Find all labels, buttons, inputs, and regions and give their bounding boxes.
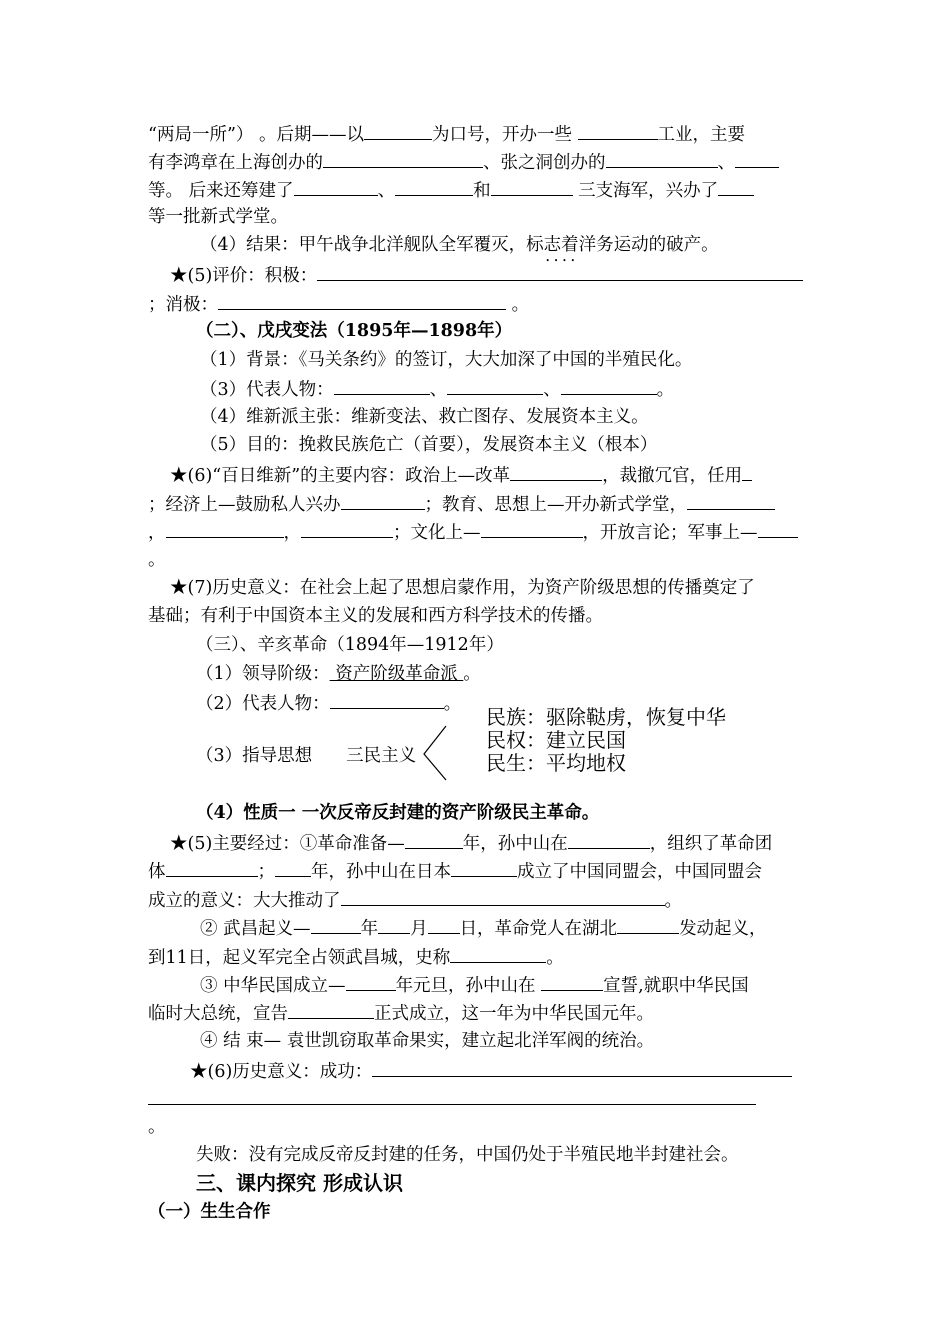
blank	[561, 377, 657, 395]
text-line: （3）代表人物： 、 、 。	[200, 377, 674, 401]
bracket-icon	[420, 724, 448, 782]
emphasis-dots: 志着洋务 • •	[544, 235, 614, 255]
blank	[378, 916, 410, 934]
blank	[578, 122, 658, 140]
text-line: ；经济上—鼓励私人兴办 ；教育、思想上—开办新式学堂，	[148, 492, 775, 516]
text-line: 基础；有利于中国资本主义的发展和西方科学技术的传播。	[148, 606, 603, 626]
blank	[718, 178, 754, 196]
text-line: ， ， ；文化上— ，开放言论；军事上—	[148, 520, 798, 544]
text-line: 临时大总统，宣告 正式成立，这一年为中华民国元年。	[148, 1001, 654, 1025]
blank	[541, 973, 603, 991]
blank	[372, 1059, 792, 1077]
blank	[447, 377, 543, 395]
text-line: ★(5)主要经过：①革命准备— 年，孙中山在 ，组织了革命团	[170, 831, 772, 855]
blank	[481, 520, 583, 538]
text-line: 等。 后来还筹建了 、 和 三支海军，兴办了	[148, 178, 754, 202]
text-line: （3）指导思想 三民主义	[196, 746, 417, 766]
text-line: 体 ； 年，孙中山在日本 成立了中国同盟会，中国同盟会	[148, 859, 762, 883]
blank	[758, 520, 798, 538]
text-line: “两局一所”） 。后期——以 为口号，开办一些 工业，主要	[148, 122, 745, 146]
blank	[450, 945, 546, 963]
section-heading: （一）生生合作	[148, 1202, 271, 1222]
text-line: 失败：没有完成反帝反封建的任务，中国仍处于半殖民地半封建社会。	[196, 1145, 739, 1165]
text-line: 等一批新式学堂。	[148, 207, 288, 227]
blank	[330, 691, 444, 709]
text-line: 。	[148, 550, 166, 570]
blank	[301, 520, 393, 538]
blank	[275, 859, 311, 877]
blank	[311, 916, 361, 934]
text-line: 有李鸿章在上海创办的 、张之洞创办的 、	[148, 150, 779, 174]
text-line: （4）结果：甲午战争北洋舰队全军覆灭，标志着洋务 • • 运动的破产。	[200, 234, 719, 256]
blank	[341, 888, 665, 906]
section-heading: （三）、辛亥革命（1894年—1912年）	[196, 635, 504, 655]
blank	[166, 859, 258, 877]
text-line: （4）维新派主张：维新变法、救亡图存、发展资本主义。	[200, 407, 649, 427]
text-line: 到11日，起义军完全占领武昌城，史称 。	[148, 945, 564, 969]
blank	[735, 150, 779, 168]
principle-nationalism: 民族：驱除鞑虏，恢复中华	[486, 705, 726, 729]
blank	[346, 973, 396, 991]
blank	[334, 377, 430, 395]
blank	[568, 831, 650, 849]
blank	[317, 263, 803, 281]
blank	[742, 463, 752, 481]
blank	[491, 178, 573, 196]
blank	[218, 292, 506, 310]
blank	[288, 1001, 374, 1019]
text-line: ★(7)历史意义：在社会上起了思想启蒙作用，为资产阶级思想的传播奠定了	[170, 578, 755, 598]
blank	[617, 916, 679, 934]
section-heading: 三、课内探究 形成认识	[196, 1171, 403, 1195]
text-line: ② 武昌起义— 年 月 日，革命党人在湖北 发动起义，	[200, 916, 767, 940]
text-line: ★(6)“百日维新”的主要内容：政治上—改革 ，裁撤冗官，任用	[170, 463, 752, 487]
blank	[687, 492, 775, 510]
blank	[510, 463, 602, 481]
blank	[166, 520, 284, 538]
text-line: （4）性质一 一次反帝反封建的资产阶级民主革命。	[196, 803, 600, 823]
principle-democracy: 民权：建立民国	[486, 728, 626, 752]
text-line: 。	[148, 1117, 166, 1137]
blank	[405, 831, 463, 849]
text-line: （1）领导阶级： 资产阶级革命派 。	[196, 664, 481, 684]
text-line: ★(5)评价：积极：	[170, 263, 803, 287]
text-line: （5）目的：挽救民族危亡（首要），发展资本主义（根本）	[200, 435, 658, 455]
text-line: （1）背景：《马关条约》的签订，大大加深了中国的半殖民化。	[200, 350, 693, 370]
text-line: ③ 中华民国成立— 年元旦，孙中山在 宣誓,就职中华民国	[200, 973, 749, 997]
principle-livelihood: 民生：平均地权	[486, 751, 626, 775]
blank	[323, 150, 483, 168]
blank	[606, 150, 718, 168]
answer-line	[148, 1104, 756, 1105]
section-heading: （二）、戊戌变法（1895年—1898年）	[196, 321, 513, 341]
blank	[428, 916, 460, 934]
blank	[294, 178, 378, 196]
blank	[395, 178, 473, 196]
text-line: ★(6)历史意义：成功：	[190, 1059, 792, 1083]
blank	[364, 122, 432, 140]
text-line: ④ 结 束— 袁世凯窃取革命果实，建立起北洋军阀的统治。	[200, 1031, 655, 1051]
blank	[341, 492, 425, 510]
text-line: ；消极： 。	[148, 292, 529, 316]
text-line: （2）代表人物： 。	[196, 691, 461, 715]
text-line: 成立的意义：大大推动了 。	[148, 888, 682, 912]
blank	[451, 859, 517, 877]
